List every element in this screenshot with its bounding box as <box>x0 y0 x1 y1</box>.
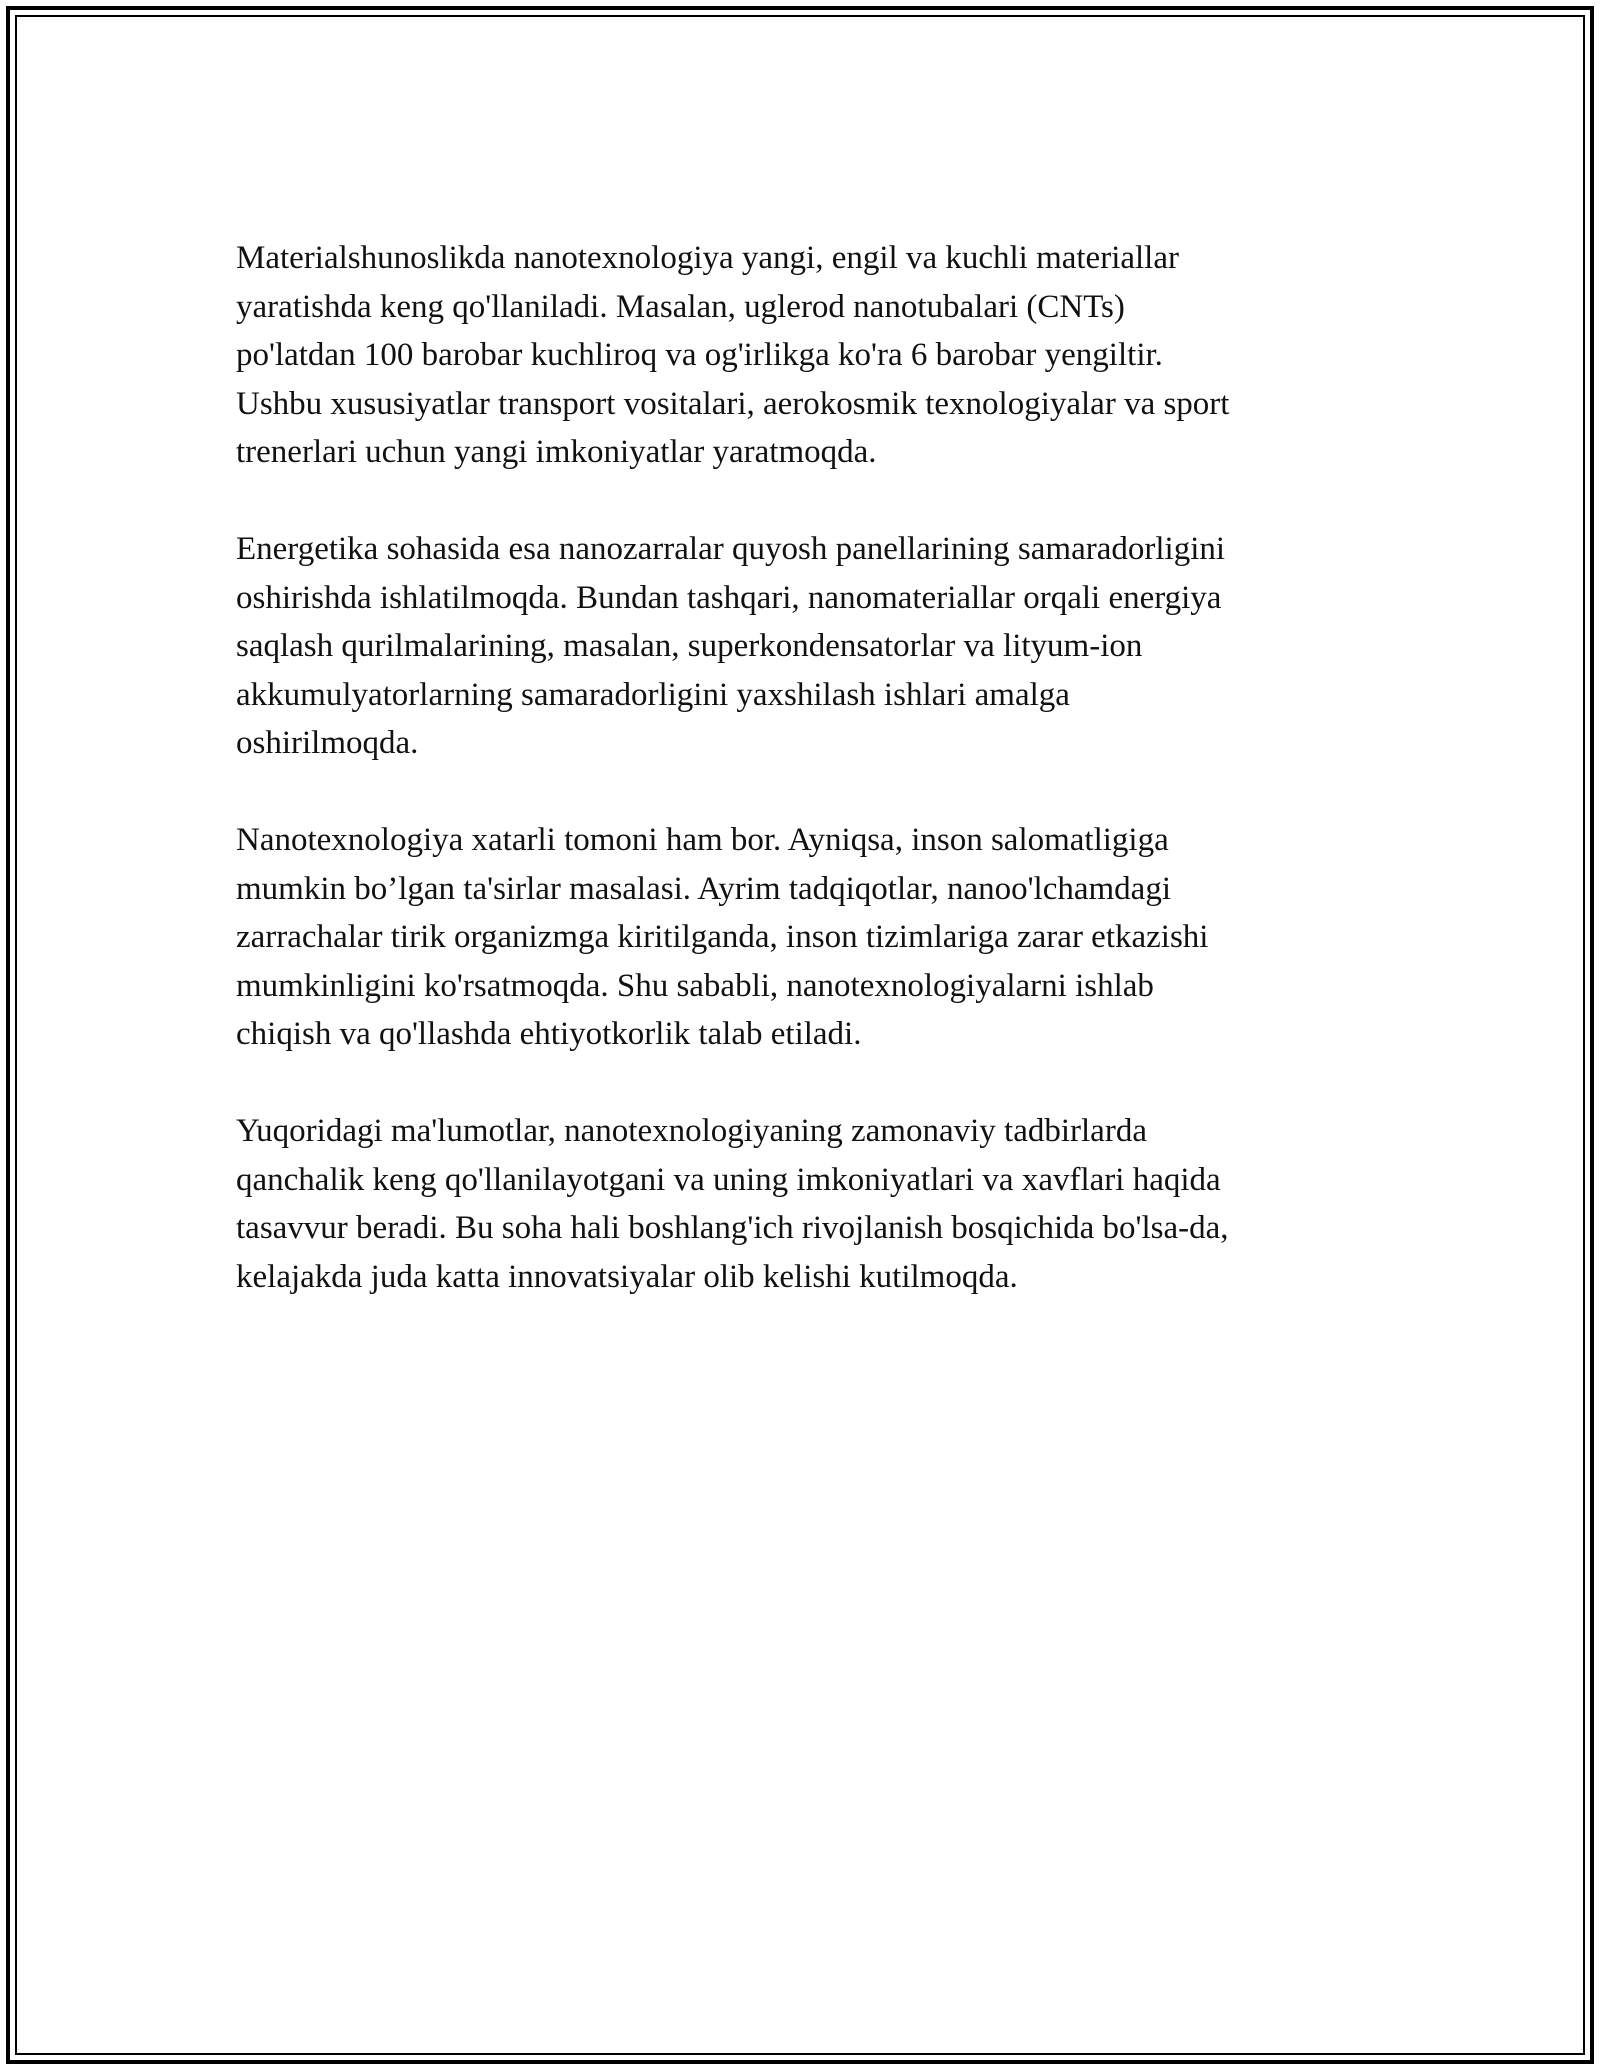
paragraph-conclusion: Yuqoridagi ma'lumotlar, nanotexnologiyaning zamonaviy tadbirlarda qanchalik keng qo'llanilayotgani va uning imkoniyatlari va xavflari haqida tasavvur beradi. Bu soha hali boshlang'ich rivojlanish bosqichida bo'lsa-da, kelajakda juda katta innovatsiyalar olib kelishi kutilmoqda. <box>236 1113 1229 1295</box>
paragraph-materials: Materialshunoslikda nanotexnologiya yangi, engil va kuchli materiallar yaratishda keng qo'llaniladi. Masalan, uglerod nanotubalari (CNTs) po'latdan 100 barobar kuchliroq va og'irlikga ko'ra 6 barobar yengiltir. Ushbu xususiyatlar transport vositalari, aerokosmik texnologiyalar va sport trenerlari uchun yangi imkoniyatlar yaratmoqda. <box>236 240 1230 470</box>
paragraph-risks: Nanotexnologiya xatarli tomoni ham bor. Ayniqsa, inson salomatligiga mumkin bo’lgan ta'sirlar masalasi. Ayrim tadqiqotlar, nanoo'lchamdagi zarrachalar tirik organizmga kiritilganda, inson tizimlariga zarar etkazishi mumkinligini ko'rsatmoqda. Shu sababli, nanotexnologiyalarni ishlab chiqish va qo'llashda ehtiyotkorlik talab etiladi. <box>236 822 1209 1052</box>
document-body <box>236 234 1366 1350</box>
paragraph-energy: Energetika sohasida esa nanozarralar quyosh panellarining samaradorligini oshirishda ishlatilmoqda. Bundan tashqari, nanomateriallar orqali energiya saqlash qurilmalarining, masalan, superkondensatorlar va lityum-ion akkumulyatorlarning samaradorligini yaxshilash ishlari amalga oshirilmoqda. <box>236 531 1226 761</box>
